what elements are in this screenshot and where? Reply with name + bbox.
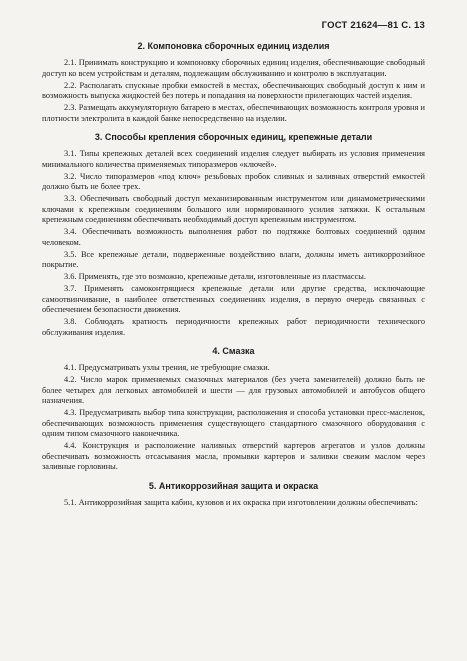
section-title: 3. Способы крепления сборочных единиц, крепежные детали bbox=[94, 132, 373, 142]
paragraph-3-4: 3.4. Обеспечивать возможность выполнения работ по подтяжке болтовых соединений одним человеком. bbox=[42, 227, 425, 247]
paragraph-2-1: 2.1. Принимать конструкцию и компоновку сборочных единиц изделия, обеспечивающие свободный доступ ко всем устройствам и деталям, подлежащим обслуживанию и контролю в эксплуатации. bbox=[42, 58, 425, 78]
paragraph-3-5: 3.5. Все крепежные детали, подверженные воздействию влаги, должны иметь антикоррозийное покрытие. bbox=[42, 249, 425, 269]
paragraph-2-3: 2.3. Размещать аккумуляторную батарею в местах, обеспечивающих возможность контроля уровня и плотности электролита в каждой банке непосредственно на изделии. bbox=[42, 103, 425, 123]
paragraph-3-1: 3.1. Типы крепежных деталей всех соединений изделия следует выбирать из условия применения минимального количества применяемых типоразмеров «ключей». bbox=[42, 149, 425, 169]
paragraph-3-8: 3.8. Соблюдать кратность периодичности крепежных работ периодичности технического обслуживания изделия. bbox=[42, 317, 425, 337]
paragraph-3-7: 3.7. Применять самоконтрящиеся крепежные детали или другие средства, исключающие самоотвинчивание, в наиболее ответственных соединениях изделия, в первую очередь связанных с обеспечением безопасности движения. bbox=[42, 284, 425, 314]
section-4 bbox=[42, 346, 425, 473]
section-5 bbox=[42, 481, 425, 509]
paragraph-2-2: 2.2. Располагать спускные пробки емкостей в местах, обеспечивающих свободный доступ к ним и возможность выпуска жидкостей без потерь и попадания на поверхности прилегающих частей изделия. bbox=[42, 80, 425, 100]
paragraph-4-3: 4.3. Предусматривать выбор типа конструкции, расположения и способа установки пресс-масленок, обеспечивающих возможность применения существующего стандартного смазочного оборудования с одним типом смазочного наконечника. bbox=[42, 408, 425, 438]
section-title: 5. Антикоррозийная защита и окраска bbox=[148, 480, 319, 491]
paragraph-4-1: 4.1. Предусматривать узлы трения, не требующие смазки. bbox=[64, 363, 270, 372]
section-title: 2. Компоновка сборочных единиц изделия bbox=[137, 41, 330, 51]
section-2 bbox=[42, 41, 425, 124]
section-title: 4. Смазка bbox=[212, 346, 255, 356]
paragraph-5-1: 5.1. Антикоррозийная защита кабин, кузовов и их окраска при изготовлении должны обеспечивать: bbox=[64, 497, 418, 507]
paragraph-4-2: 4.2. Число марок применяемых смазочных материалов (без учета заменителей) должно быть не более четырех для легковых автомобилей и шести — для грузовых автомобилей и автобусов общего назначения. bbox=[42, 375, 425, 405]
section-3 bbox=[42, 132, 425, 338]
page-header: ГОСТ 21624—81 С. 13 bbox=[321, 20, 425, 31]
paragraph-3-3: 3.3. Обеспечивать свободный доступ механизированным инструментом или динамометрическими ключами к крепежным соединениям большого или нормированного усилия затяжки. К остальным крепежным соединениям обеспечивать необходимый доступ крепежным инструментом. bbox=[42, 194, 425, 224]
paragraph-3-6: 3.6. Применять, где это возможно, крепежные детали, изготовленные из пластмассы. bbox=[64, 272, 366, 281]
paragraph-4-4: 4.4. Конструкция и расположение наливных отверстий картеров агрегатов и узлов должны обеспечивать возможность отсасывания масла, промывки картеров и заливки свежим маслом через заливные горловины. bbox=[42, 441, 425, 471]
paragraph-3-2: 3.2. Число типоразмеров «под ключ» резьбовых пробок сливных и заливных отверстий емкостей должно быть не более трех. bbox=[42, 171, 425, 191]
